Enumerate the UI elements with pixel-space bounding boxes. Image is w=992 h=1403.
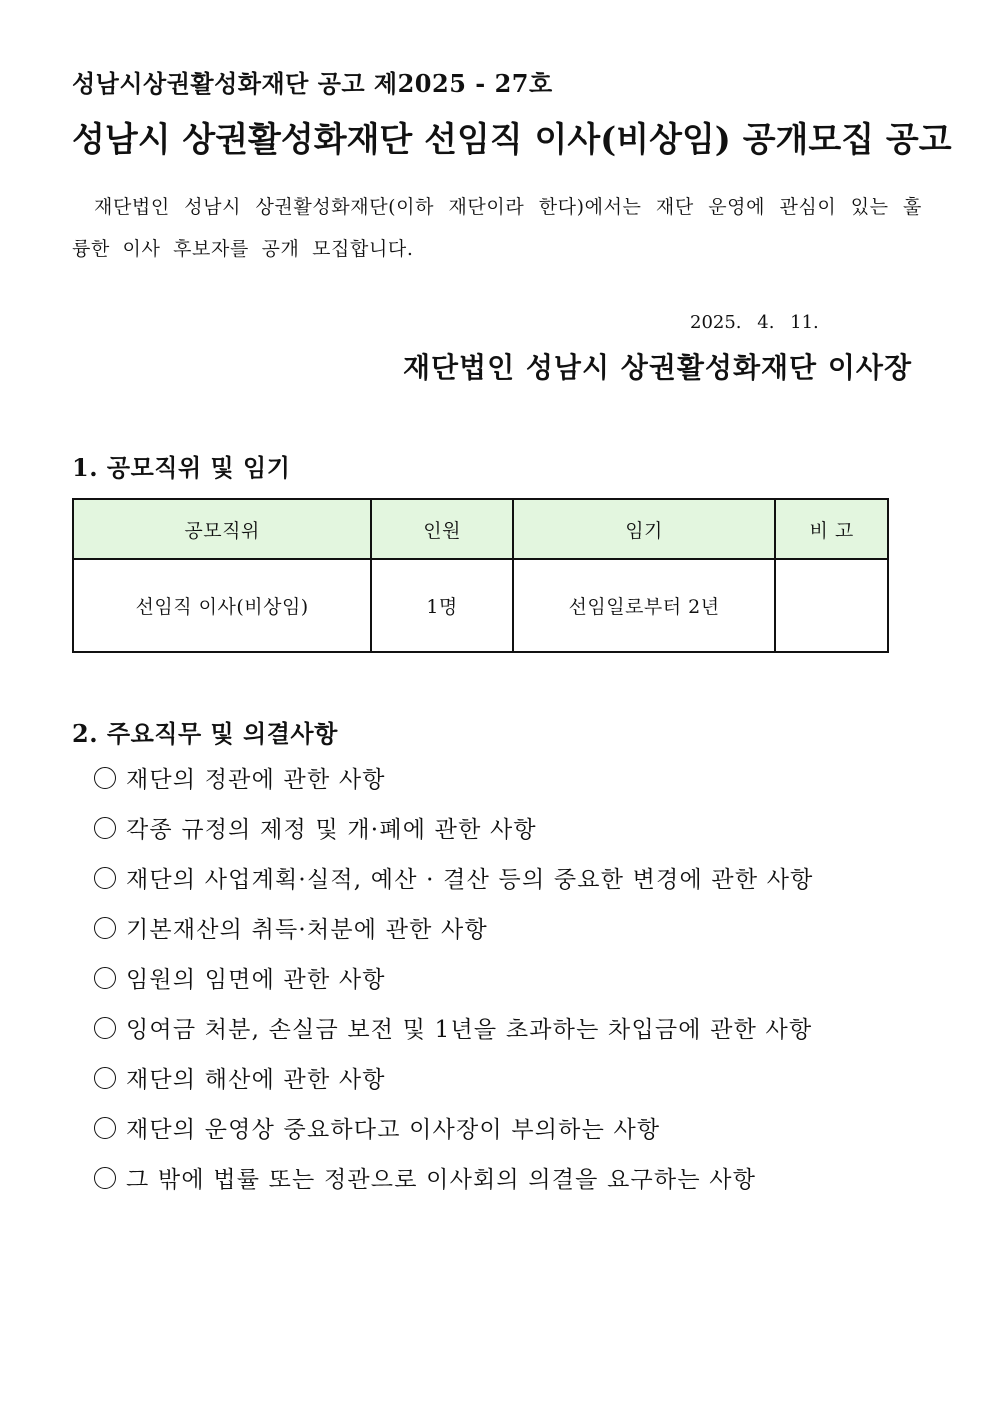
notice-number: 성남시상권활성화재단 공고 제2025 - 27호 [72,69,553,98]
table-row [73,559,888,652]
list-item [94,958,814,1008]
section-heading-duties: 2. 주요직무 및 의결사항 [72,719,338,748]
list-item [94,908,814,958]
column-header-headcount: 인원 [371,499,513,559]
page-title: 성남시 상권활성화재단 선임직 이사(비상임) 공개모집 공고 [72,120,952,160]
list-item [94,1058,814,1108]
notice-date: 2025. 4. 11. [690,312,819,333]
column-header-position: 공모직위 [73,499,371,559]
table-header-row [73,499,888,559]
list-item-text: 기본재산의 취득·처분에 관한 사항 [126,917,488,943]
circle-bullet-icon [94,917,116,939]
cell-remarks [775,559,888,652]
list-item [94,758,814,808]
list-item-text: 각종 규정의 제정 및 개·폐에 관한 사항 [126,817,537,843]
circle-bullet-icon [94,1167,116,1189]
circle-bullet-icon [94,967,116,989]
duty-list [94,758,814,1208]
circle-bullet-icon [94,1017,116,1039]
circle-bullet-icon [94,1117,116,1139]
list-item [94,808,814,858]
list-item [94,1008,814,1058]
list-item [94,1158,814,1208]
list-item-text: 재단의 정관에 관한 사항 [126,767,386,793]
column-header-remarks: 비 고 [775,499,888,559]
section-heading-positions: 1. 공모직위 및 임기 [72,453,291,482]
circle-bullet-icon [94,867,116,889]
cell-position: 선임직 이사(비상임) [73,559,371,652]
circle-bullet-icon [94,817,116,839]
list-item-text: 임원의 임면에 관한 사항 [126,967,386,993]
list-item-text: 재단의 사업계획·실적, 예산 · 결산 등의 중요한 변경에 관한 사항 [126,867,814,893]
cell-headcount: 1명 [371,559,513,652]
list-item [94,858,814,908]
intro-paragraph: 재단법인 성남시 상권활성화재단(이하 재단이라 한다)에서는 재단 운영에 관심이 있는 훌륭한 이사 후보자를 공개 모집합니다. [72,196,922,260]
position-table [72,498,889,653]
list-item-text: 재단의 해산에 관한 사항 [126,1067,386,1093]
circle-bullet-icon [94,767,116,789]
list-item-text: 잉여금 처분, 손실금 보전 및 1년을 초과하는 차입금에 관한 사항 [126,1017,813,1043]
issuer-name: 재단법인 성남시 상권활성화재단 이사장 [402,351,912,384]
circle-bullet-icon [94,1067,116,1089]
column-header-term: 임기 [513,499,775,559]
list-item [94,1108,814,1158]
cell-term: 선임일로부터 2년 [513,559,775,652]
list-item-text: 재단의 운영상 중요하다고 이사장이 부의하는 사항 [126,1117,661,1143]
list-item-text: 그 밖에 법률 또는 정관으로 이사회의 의결을 요구하는 사항 [126,1167,757,1193]
